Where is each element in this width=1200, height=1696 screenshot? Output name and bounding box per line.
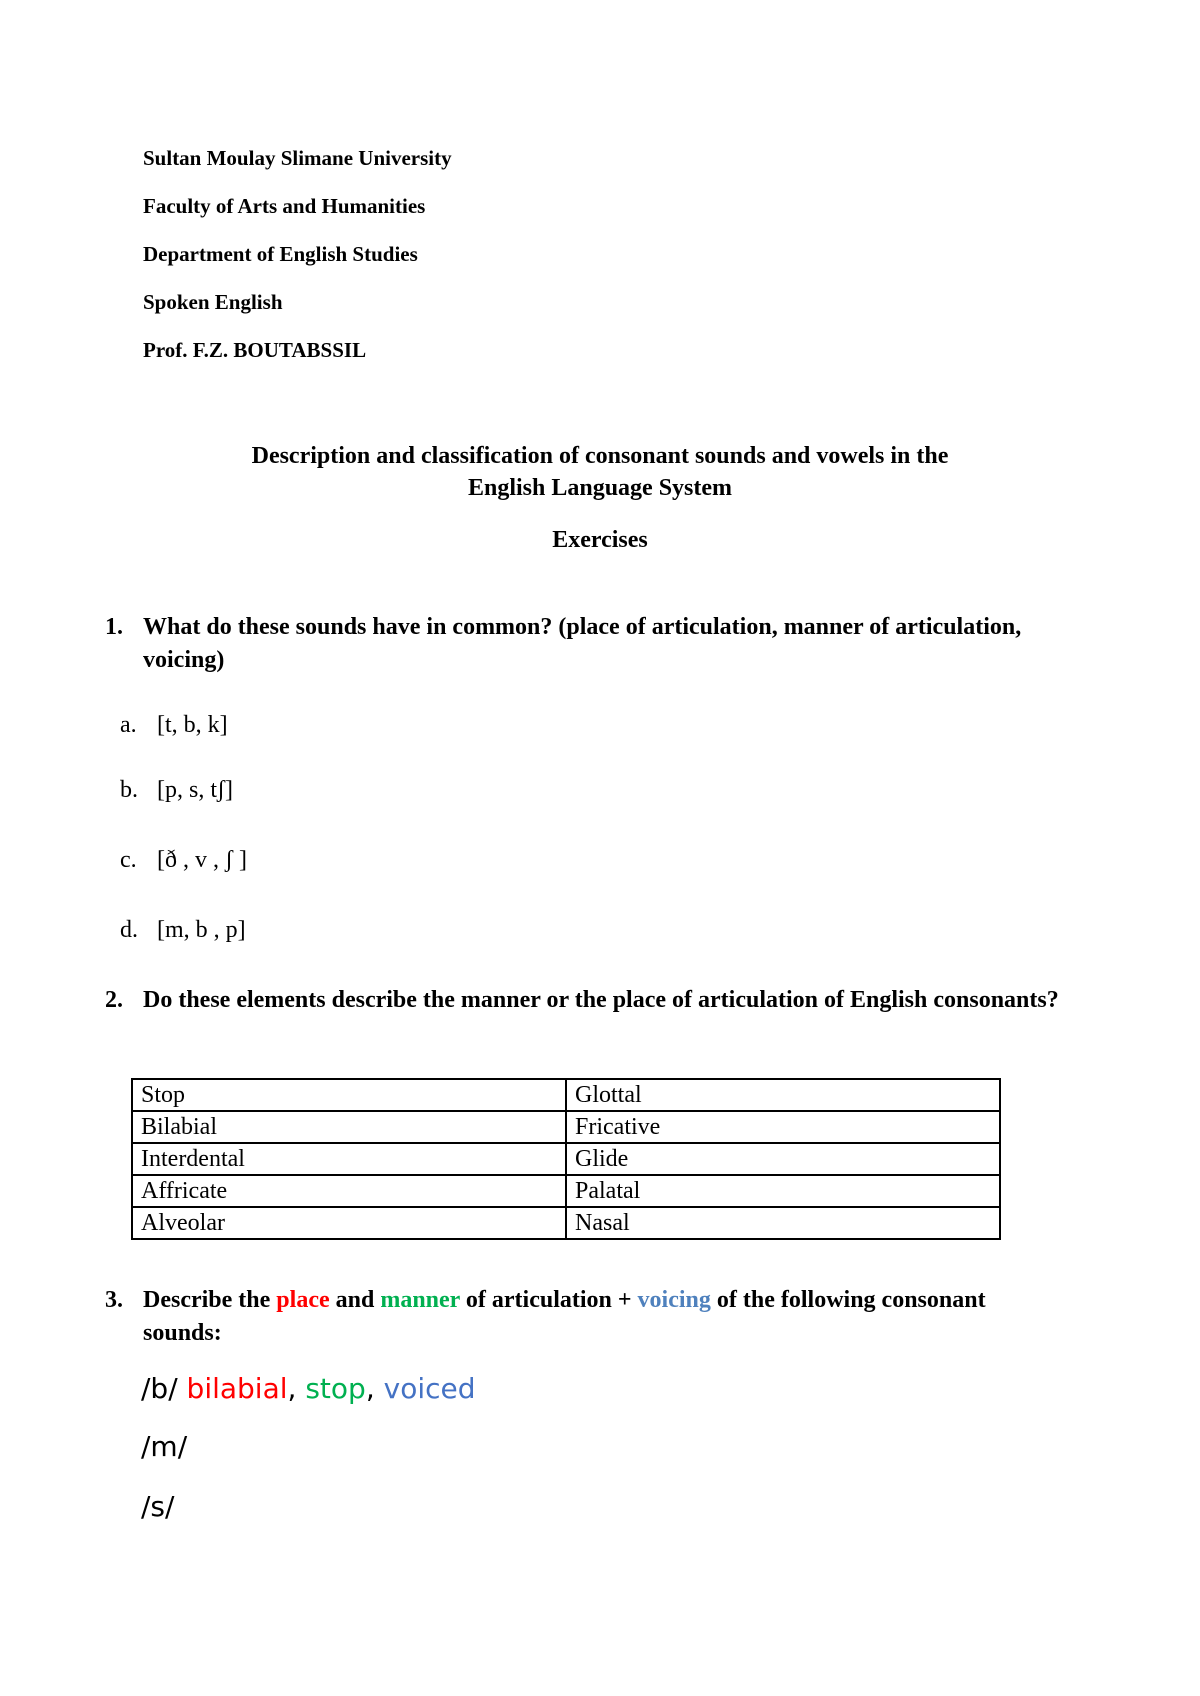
table-cell: Bilabial [132, 1111, 566, 1143]
course-name: Spoken English [143, 290, 283, 314]
table-cell: Alveolar [132, 1207, 566, 1239]
answer-manner: stop [305, 1372, 366, 1405]
item-letter: c. [120, 847, 137, 873]
title-line-1: Description and classification of consonant sounds and vowels in the [251, 443, 949, 469]
table-cell: Nasal [566, 1207, 1000, 1239]
q3-suffix: of the following consonant sounds: [143, 1287, 986, 1346]
table-row [132, 1143, 1000, 1175]
item-text: [ð , v , ʃ ] [157, 847, 247, 873]
table-cell: Glide [566, 1143, 1000, 1175]
table-row [132, 1111, 1000, 1143]
list-item [120, 777, 233, 804]
item-letter: d. [120, 917, 138, 943]
sound-s: /s/ [141, 1490, 175, 1523]
q3-place-word: place [276, 1287, 330, 1313]
q3-prefix: Describe the [143, 1287, 277, 1313]
list-item [120, 917, 246, 944]
university-name: Sultan Moulay Slimane University [143, 146, 452, 170]
list-item [120, 712, 228, 739]
q3-and: and [329, 1287, 381, 1313]
table-row [132, 1175, 1000, 1207]
q3-mid: of articulation + [459, 1287, 638, 1313]
sound-b: /b/ [141, 1372, 178, 1405]
question-2-number: 2. [105, 987, 123, 1013]
item-text: [p, s, tʃ] [157, 777, 233, 803]
item-text: [t, b, k] [157, 712, 228, 738]
table-cell: Stop [132, 1079, 566, 1111]
question-2-text: Do these elements describe the manner or the place of articulation of English consonants? [143, 987, 1059, 1013]
answer-place: bilabial [186, 1372, 288, 1405]
table-cell: Glottal [566, 1079, 1000, 1111]
articulation-terms-table [131, 1078, 1001, 1240]
answer-voicing: voiced [383, 1372, 476, 1405]
q3-manner-word: manner [380, 1287, 460, 1313]
item-letter: b. [120, 777, 138, 803]
title-line-2: English Language System [467, 475, 733, 501]
list-item [120, 847, 247, 874]
table-cell: Fricative [566, 1111, 1000, 1143]
separator: , [365, 1372, 375, 1405]
q3-voicing-word: voicing [637, 1287, 711, 1313]
document-title [150, 440, 1050, 504]
question-3-text [143, 1284, 1063, 1350]
question-1-text: What do these sounds have in common? (place of articulation, manner of articulation, voicing) [143, 614, 1022, 673]
table-cell: Palatal [566, 1175, 1000, 1207]
item-letter: a. [120, 712, 137, 738]
sound-m: /m/ [141, 1430, 188, 1463]
separator: , [287, 1372, 297, 1405]
question-1-number: 1. [105, 614, 123, 640]
table-cell: Affricate [132, 1175, 566, 1207]
example-answer [141, 1372, 476, 1405]
item-text: [m, b , p] [157, 917, 246, 943]
exercises-heading: Exercises [552, 527, 648, 553]
table-row [132, 1079, 1000, 1111]
department-name: Department of English Studies [143, 242, 418, 266]
question-3-number: 3. [105, 1287, 123, 1313]
professor-name: Prof. F.Z. BOUTABSSIL [143, 338, 367, 362]
faculty-name: Faculty of Arts and Humanities [143, 194, 426, 218]
table-cell: Interdental [132, 1143, 566, 1175]
table-row [132, 1207, 1000, 1239]
